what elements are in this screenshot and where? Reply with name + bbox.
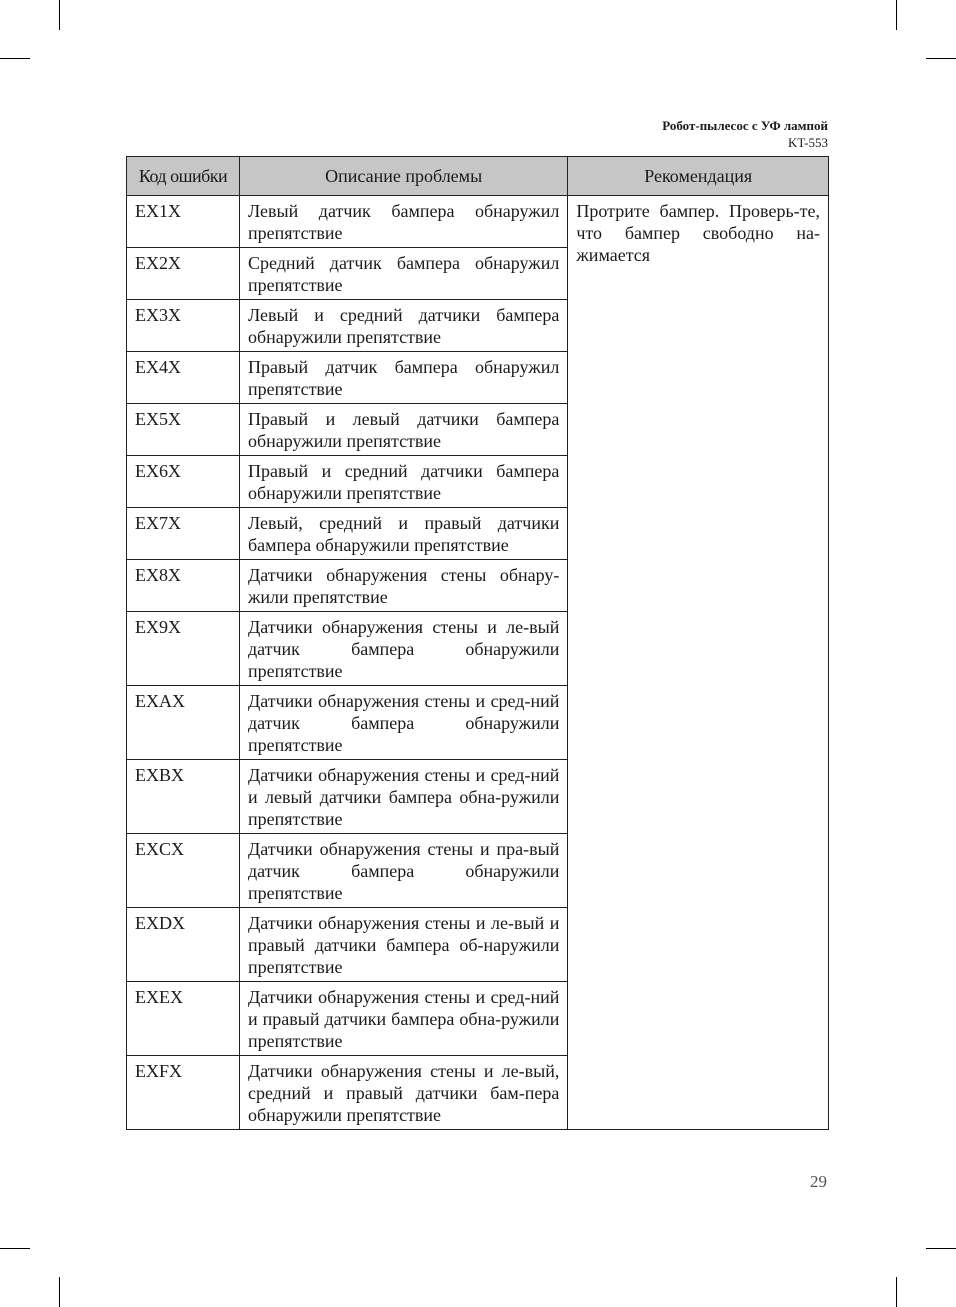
table-header-row — [127, 157, 829, 196]
error-description: Датчики обнаружения стены и ле-вый и правый датчики бампера об-наружили препятствие — [239, 908, 567, 982]
error-description: Датчики обнаружения стены и сред-ний датчик бампера обнаружили препятствие — [239, 686, 567, 760]
error-description: Датчики обнаружения стены и ле-вый, средний и правый датчики бам-пера обнаружили препятствие — [239, 1056, 567, 1130]
crop-mark — [926, 58, 956, 59]
error-description: Датчики обнаружения стены обнару-жили препятствие — [239, 560, 567, 612]
error-code: EX2X — [127, 248, 240, 300]
error-code: EXDX — [127, 908, 240, 982]
header-model: KT-553 — [788, 135, 828, 150]
table-row — [127, 196, 829, 248]
error-description: Датчики обнаружения стены и пра-вый датчик бампера обнаружили препятствие — [239, 834, 567, 908]
crop-mark — [59, 1277, 60, 1307]
error-code: EX6X — [127, 456, 240, 508]
error-codes-table — [126, 156, 829, 1130]
error-code: EXBX — [127, 760, 240, 834]
page-number: 29 — [810, 1172, 827, 1191]
error-code: EXCX — [127, 834, 240, 908]
crop-mark — [0, 58, 30, 59]
error-description: Левый датчик бампера обнаружил препятствие — [239, 196, 567, 248]
error-description: Датчики обнаружения стены и ле-вый датчик бампера обнаружили препятствие — [239, 612, 567, 686]
error-code: EXFX — [127, 1056, 240, 1130]
error-code: EX4X — [127, 352, 240, 404]
error-description: Левый, средний и правый датчики бампера обнаружили препятствие — [239, 508, 567, 560]
column-header-code: Код ошибки — [127, 157, 240, 196]
crop-mark — [896, 1277, 897, 1307]
error-description: Правый датчик бампера обнаружил препятствие — [239, 352, 567, 404]
error-description: Правый и средний датчики бампера обнаружили препятствие — [239, 456, 567, 508]
error-description: Средний датчик бампера обнаружил препятствие — [239, 248, 567, 300]
error-description: Датчики обнаружения стены и сред-ний и правый датчики бампера обна-ружили препятствие — [239, 982, 567, 1056]
error-description: Левый и средний датчики бампера обнаружили препятствие — [239, 300, 567, 352]
page-header — [662, 117, 828, 151]
error-code: EX1X — [127, 196, 240, 248]
error-description: Правый и левый датчики бампера обнаружили препятствие — [239, 404, 567, 456]
crop-mark — [59, 0, 60, 30]
error-code: EX3X — [127, 300, 240, 352]
column-header-recommendation: Рекомендация — [568, 157, 829, 196]
crop-mark — [0, 1248, 30, 1249]
crop-mark — [896, 0, 897, 30]
error-code: EX8X — [127, 560, 240, 612]
header-title: Робот-пылесос с УФ лампой — [662, 118, 828, 133]
error-code: EXAX — [127, 686, 240, 760]
error-description: Датчики обнаружения стены и сред-ний и левый датчики бампера обна-ружили препятствие — [239, 760, 567, 834]
error-code: EX9X — [127, 612, 240, 686]
crop-mark — [926, 1248, 956, 1249]
recommendation-cell: Протрите бампер. Проверь-те, что бампер свободно на-жимается — [568, 196, 829, 1130]
error-code: EX7X — [127, 508, 240, 560]
error-code: EX5X — [127, 404, 240, 456]
error-code: EXEX — [127, 982, 240, 1056]
column-header-description: Описание проблемы — [239, 157, 567, 196]
